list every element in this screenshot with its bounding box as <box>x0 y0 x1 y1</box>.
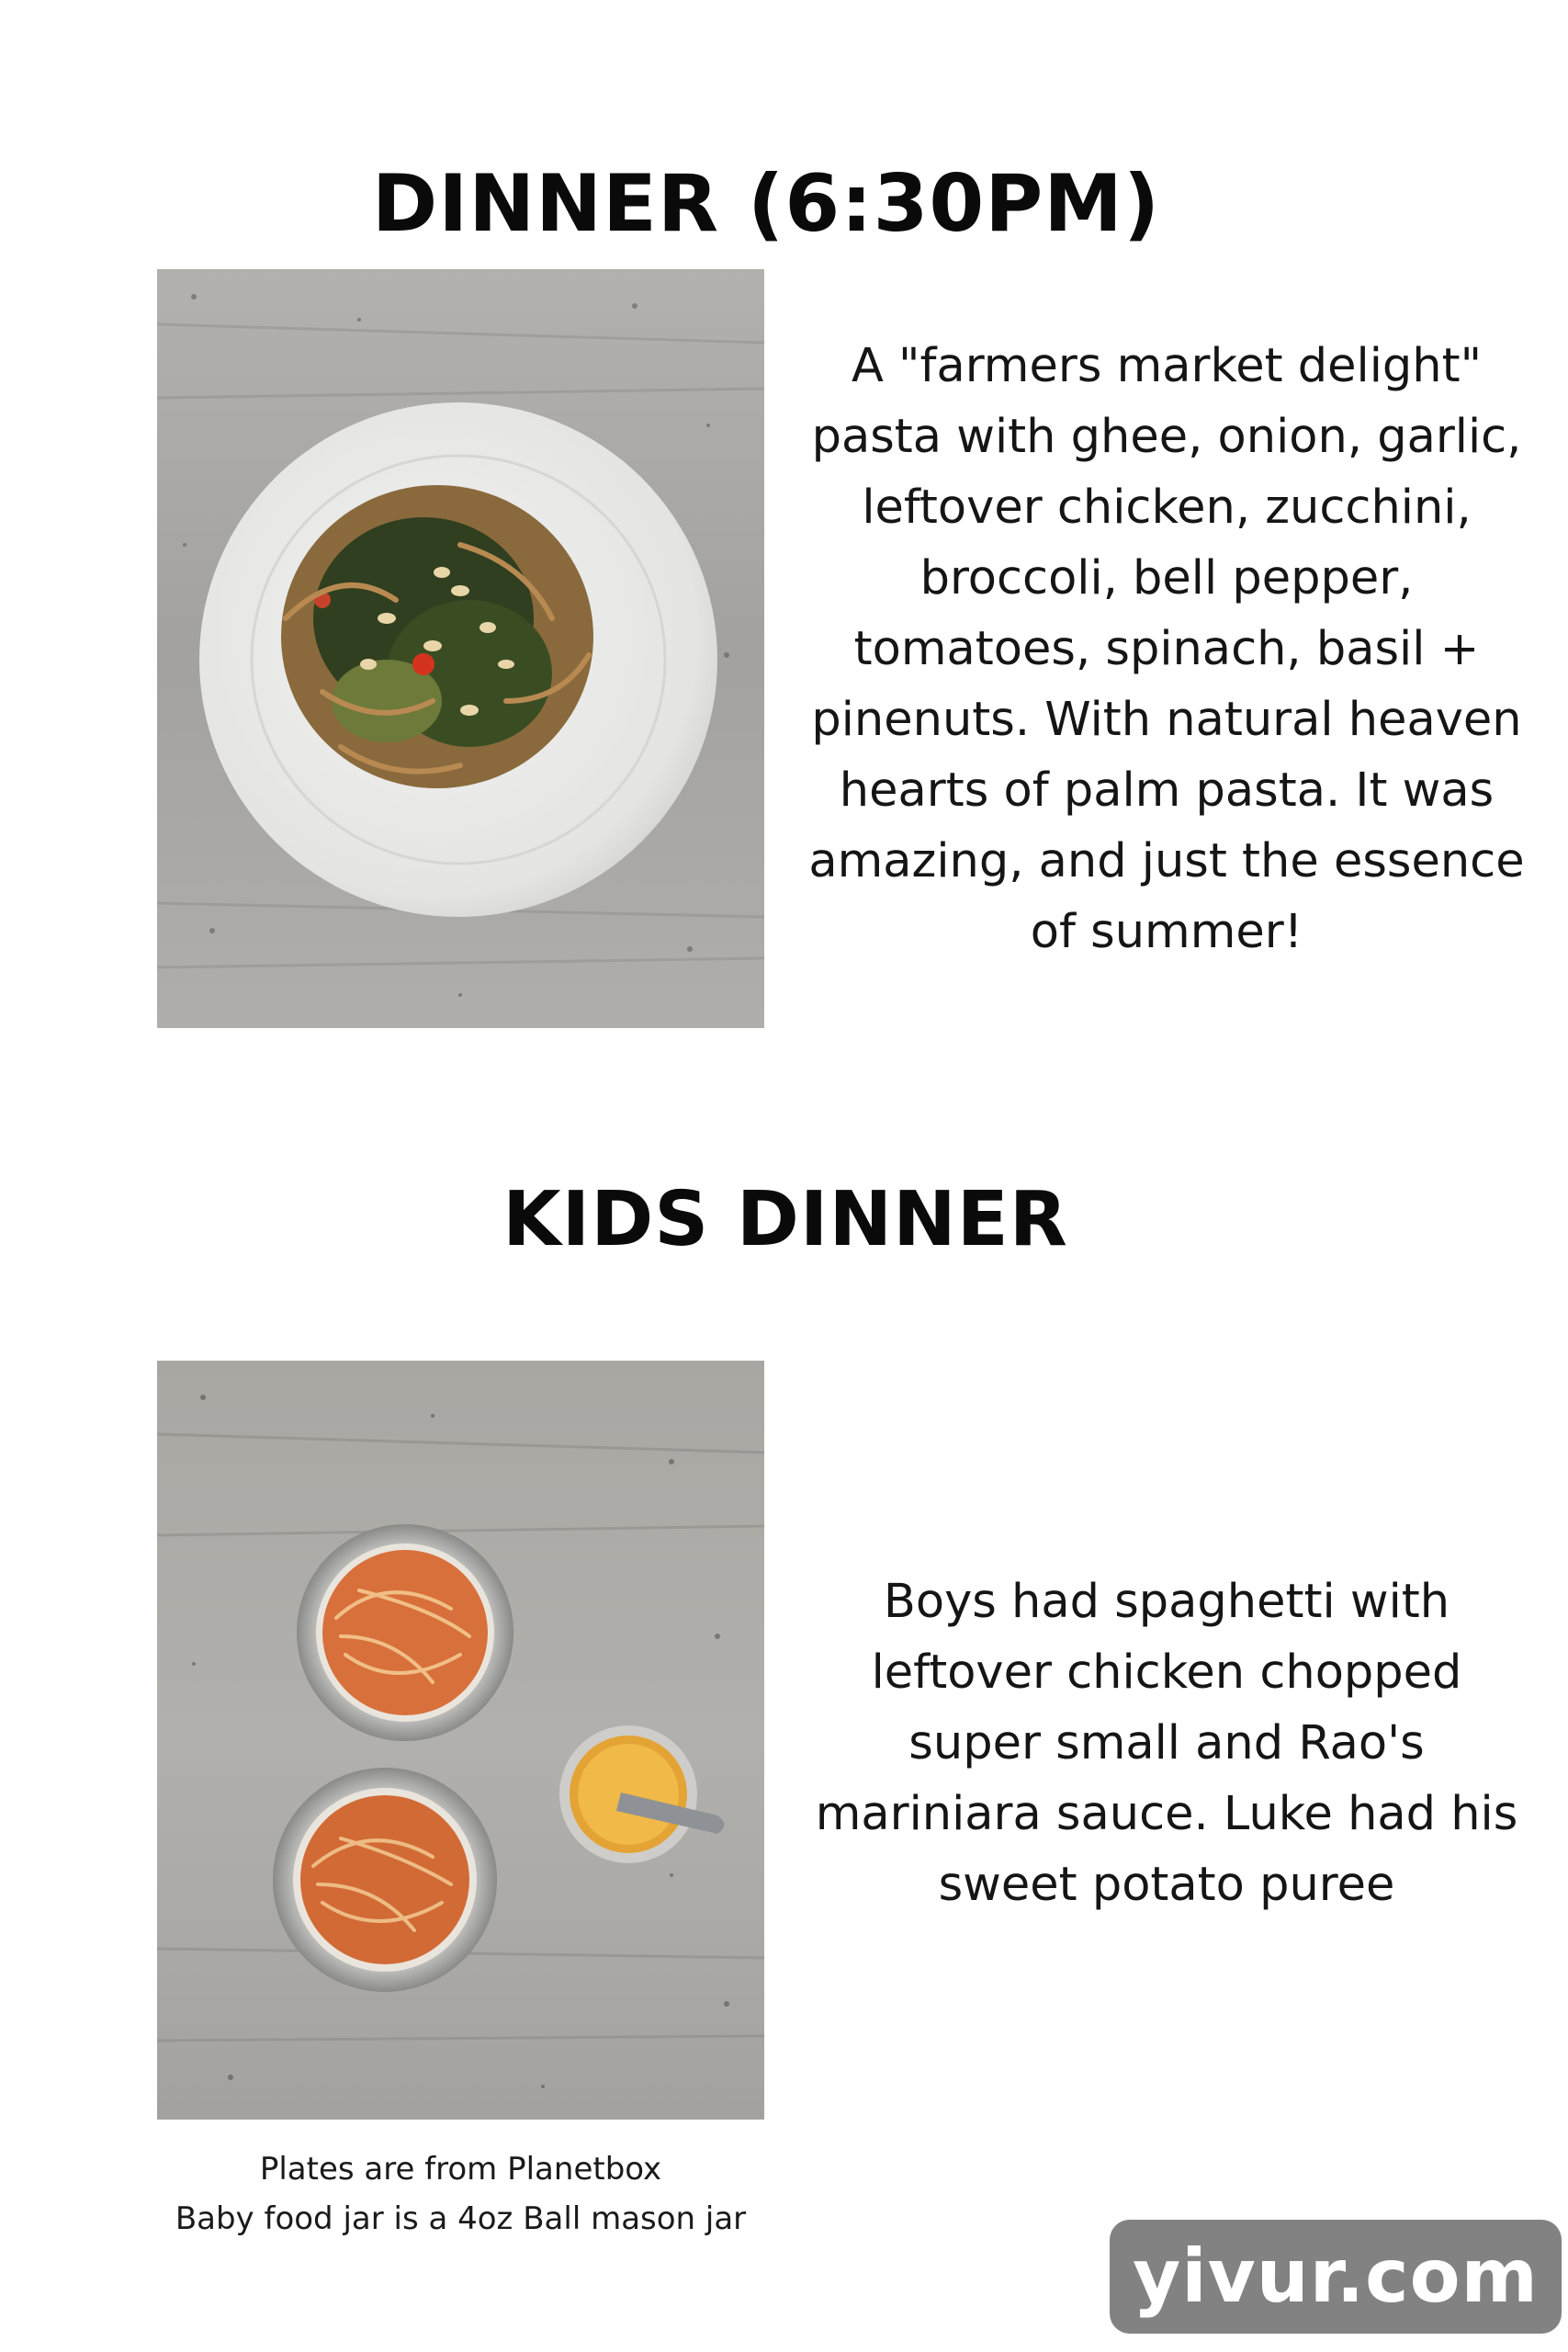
caption-line-plates: Plates are from Planetbox <box>259 2151 662 2188</box>
photo-caption <box>157 2144 764 2244</box>
dinner-heading: DINNER (6:30PM) <box>371 158 1161 250</box>
kids-spaghetti-photo <box>157 1361 764 2120</box>
pasta-plate-photo <box>157 269 764 1028</box>
dinner-description: A "farmers market delight" pasta with ghee, onion, garlic, leftover chicken, zucchini, broccoli, bell pepper, tomatoes, spinach, basil + pinenuts. With natural heaven hearts of palm pasta. It was amazing, and just the essence of summer! <box>808 339 1525 959</box>
caption-line-jar: Baby food jar is a 4oz Ball mason jar <box>175 2200 747 2237</box>
kids-dinner-description: Boys had spaghetti with leftover chicken chopped super small and Rao's mariniara sauce. Luke had his sweet potato puree <box>815 1575 1518 1912</box>
watermark-badge: yivur.com <box>1110 2220 1562 2334</box>
kids-dinner-heading: KIDS DINNER <box>502 1176 1068 1263</box>
